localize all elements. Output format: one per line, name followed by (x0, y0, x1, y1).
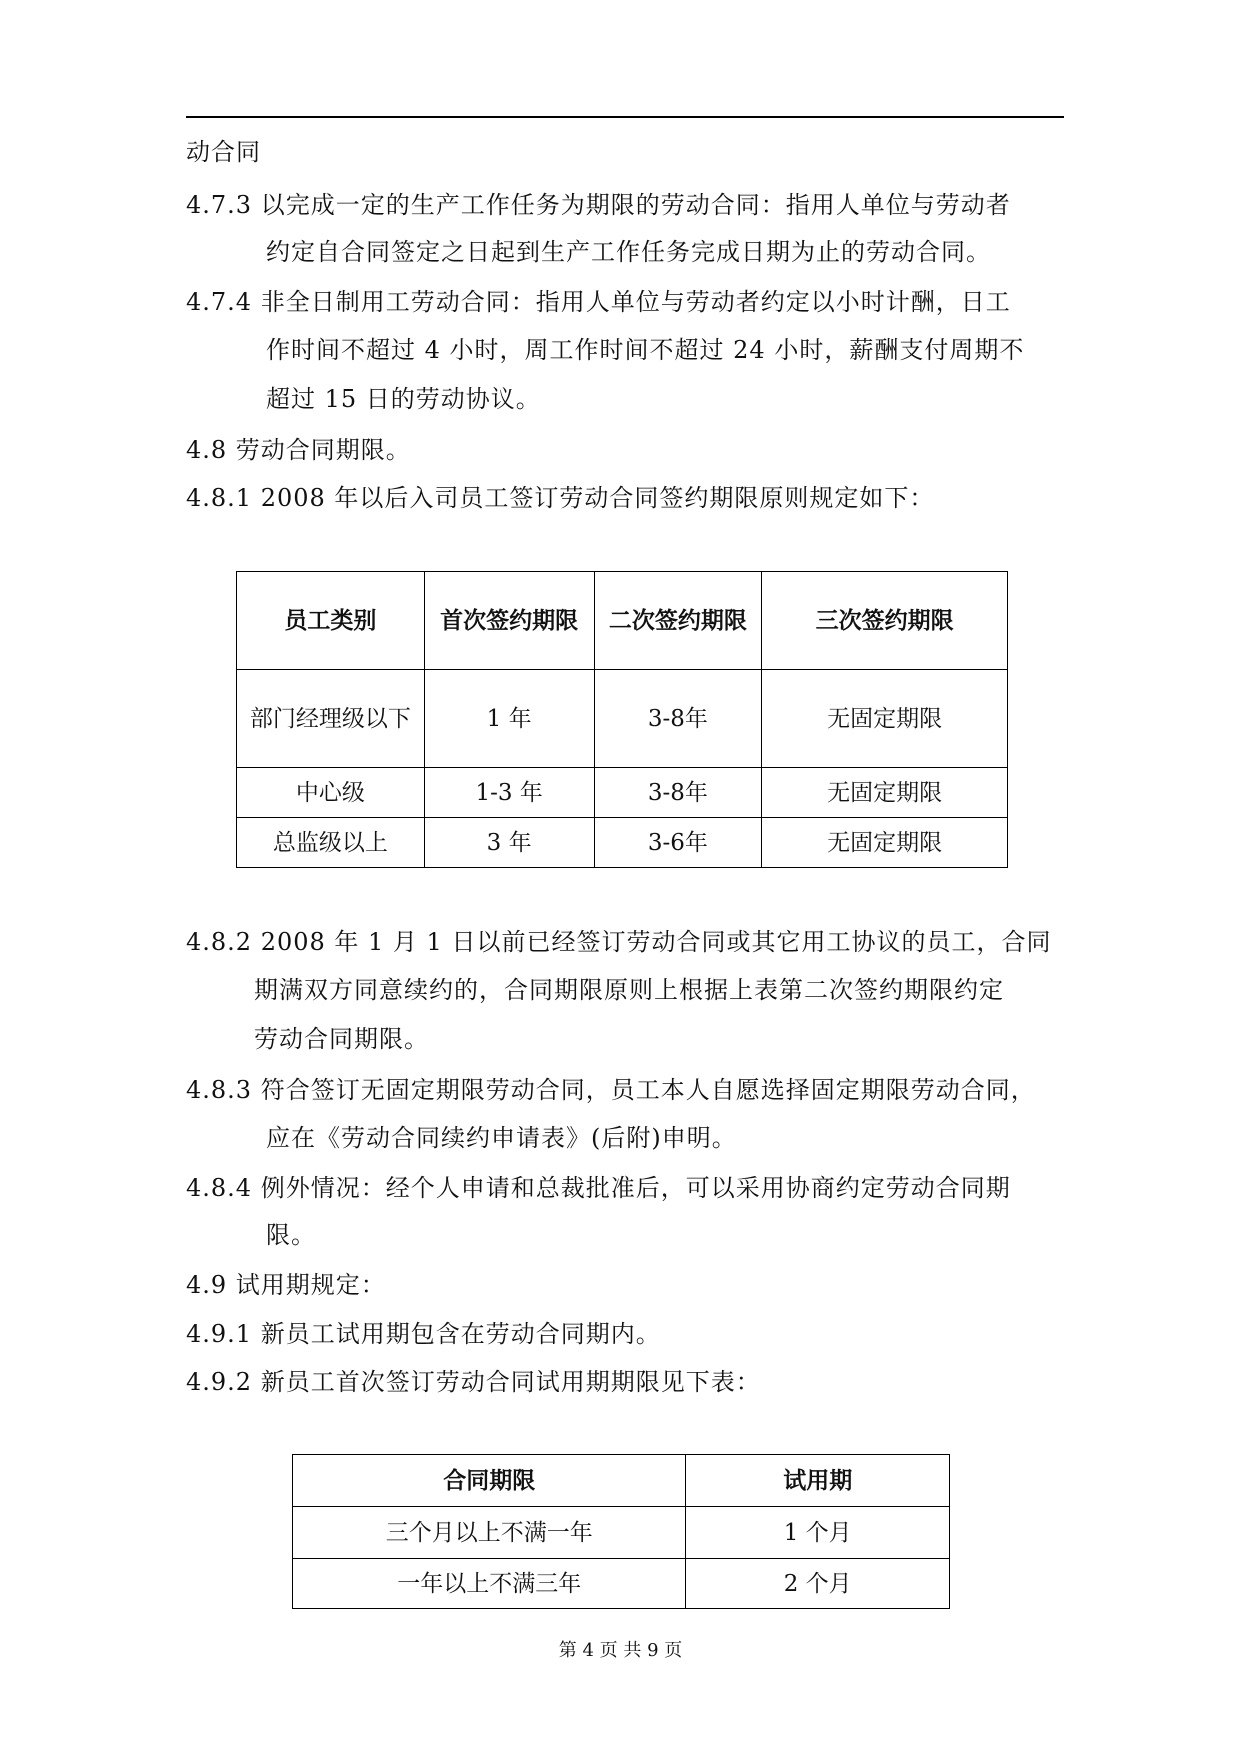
text-line: 超过 15 日的劳动协议。 (266, 385, 541, 413)
table-cell: 中心级 (237, 768, 425, 818)
table-cell: 1-3 年 (424, 768, 594, 818)
table-header-cell: 试用期 (686, 1455, 950, 1507)
table-cell: 一年以上不满三年 (293, 1559, 686, 1609)
clause-4-8-1: 4.8.1 2008 年以后入司员工签订劳动合同签约期限原则规定如下： (186, 484, 935, 512)
table-header-cell: 三次签约期限 (762, 572, 1008, 670)
contract-term-table (236, 571, 1008, 868)
table-header-cell: 员工类别 (237, 572, 425, 670)
text-line: 约定自合同签定之日起到生产工作任务完成日期为止的劳动合同。 (266, 238, 991, 266)
table-cell: 无固定期限 (762, 768, 1008, 818)
table-cell: 2 个月 (686, 1559, 950, 1609)
clause-4-7-4: 4.7.4 非全日制用工劳动合同：指用人单位与劳动者约定以小时计酬，日工 (186, 288, 1011, 316)
table-row (237, 768, 1008, 818)
page-footer: 第 4 页 共 9 页 (558, 1640, 683, 1661)
table-cell: 部门经理级以下 (237, 670, 425, 768)
probation-table (292, 1454, 950, 1609)
clause-4-7-3: 4.7.3 以完成一定的生产工作任务为期限的劳动合同：指用人单位与劳动者 (186, 191, 1011, 219)
text-line: 作时间不超过 4 小时，周工作时间不超过 24 小时，薪酬支付周期不 (266, 336, 1025, 364)
text-line: 动合同 (186, 138, 261, 166)
table-row (237, 818, 1008, 868)
table-cell: 3-8年 (594, 670, 762, 768)
clause-4-8-3: 4.8.3 符合签订无固定期限劳动合同，员工本人自愿选择固定期限劳动合同， (186, 1076, 1036, 1104)
table-cell: 总监级以上 (237, 818, 425, 868)
table-row (237, 670, 1008, 768)
table-header-cell: 合同期限 (293, 1455, 686, 1507)
table-cell: 1 个月 (686, 1507, 950, 1559)
table-cell: 无固定期限 (762, 670, 1008, 768)
table-header-cell: 二次签约期限 (594, 572, 762, 670)
table-cell: 3-8年 (594, 768, 762, 818)
clause-4-9: 4.9 试用期规定： (186, 1271, 386, 1299)
text-line: 应在《劳动合同续约申请表》(后附)申明。 (266, 1124, 737, 1152)
clause-4-8: 4.8 劳动合同期限。 (186, 436, 411, 464)
table-cell: 1 年 (424, 670, 594, 768)
header-rule (186, 116, 1064, 118)
table-header-cell: 首次签约期限 (424, 572, 594, 670)
clause-4-9-2: 4.9.2 新员工首次签订劳动合同试用期期限见下表： (186, 1368, 761, 1396)
table-row (293, 1507, 950, 1559)
text-line: 期满双方同意续约的，合同期限原则上根据上表第二次签约期限约定 (254, 976, 1004, 1004)
text-line: 限。 (266, 1221, 316, 1249)
table-cell: 3-6年 (594, 818, 762, 868)
clause-4-9-1: 4.9.1 新员工试用期包含在劳动合同期内。 (186, 1320, 661, 1348)
text-line: 劳动合同期限。 (254, 1025, 429, 1053)
table-cell: 三个月以上不满一年 (293, 1507, 686, 1559)
table-row (293, 1559, 950, 1609)
table-cell: 无固定期限 (762, 818, 1008, 868)
clause-4-8-2: 4.8.2 2008 年 1 月 1 日以前已经签订劳动合同或其它用工协议的员工，合同 (186, 928, 1052, 956)
table-cell: 3 年 (424, 818, 594, 868)
clause-4-8-4: 4.8.4 例外情况：经个人申请和总裁批准后，可以采用协商约定劳动合同期 (186, 1174, 1011, 1202)
